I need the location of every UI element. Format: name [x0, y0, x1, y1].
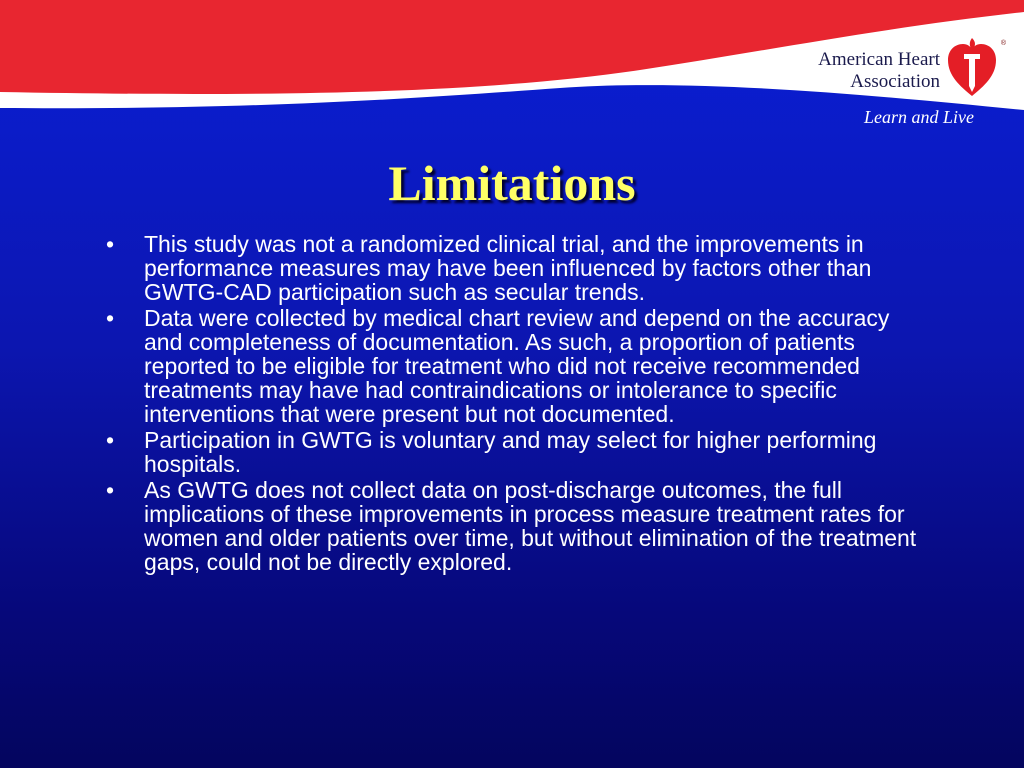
logo-name-line2: Association [850, 71, 940, 92]
bullet-marker: • [106, 477, 115, 503]
logo-name-line1: American Heart [818, 49, 940, 70]
aha-logo [754, 0, 1024, 140]
trademark-symbol: ® [1000, 40, 1006, 47]
logo-tagline: Learn and Live [864, 107, 974, 127]
heart-torch-icon [944, 34, 1000, 100]
bullet-marker: • [106, 231, 115, 257]
slide-title: Limitations [388, 155, 636, 211]
bullet-text: Participation in GWTG is voluntary and may select for higher performing hospitals. [144, 427, 877, 477]
bullet-list [102, 232, 932, 576]
list-item [102, 306, 932, 426]
bullet-text: Data were collected by medical chart review and depend on the accuracy and completeness of documentation. As such, a proportion of patients reported to be eligible for treatment who did not receive recommended treatments may have had contraindications or intolerance to specific interventions that were present but not documented. [144, 305, 890, 427]
bullet-text: This study was not a randomized clinical trial, and the improvements in performance measures may have been influenced by factors other than GWTG-CAD participation such as secular trends. [144, 231, 872, 305]
list-item [102, 478, 932, 574]
list-item [102, 232, 932, 304]
bullet-marker: • [106, 305, 115, 331]
list-item [102, 428, 932, 476]
bullet-text: As GWTG does not collect data on post-discharge outcomes, the full implications of these improvements in process measure treatment rates for women and older patients over time, but without elimination of the treatment gaps, could not be directly explored. [144, 477, 917, 575]
bullet-marker: • [106, 427, 115, 453]
